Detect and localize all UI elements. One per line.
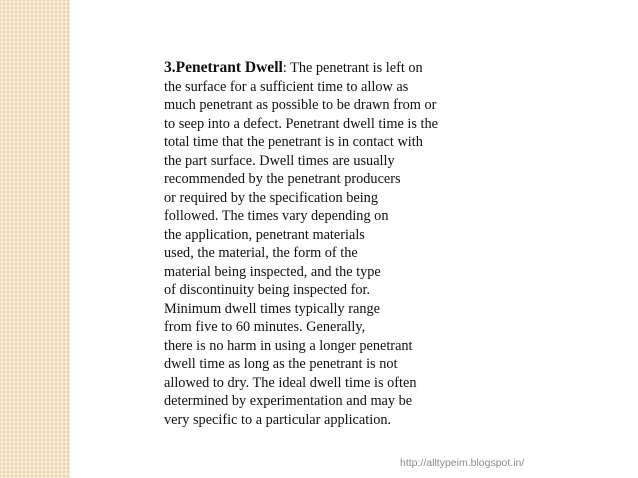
text-line-4: total time that the penetrant is in contact with [164,134,423,150]
text-line-8: followed. The times vary depending on [164,208,389,224]
text-line-7: or required by the specification being [164,189,378,206]
text-line-11: material being inspected, and the type [164,263,381,280]
text-line-5: the part surface. Dwell times are usually [164,152,395,169]
text-line-14: from five to 60 minutes. Generally, [164,319,366,335]
text-line-13: Minimum dwell times typically range [164,300,381,317]
text-line-3: to seep into a defect. Penetrant dwell time is the [164,115,438,132]
footer-blog-link[interactable]: http://alltypeim.blogspot.in/ [400,457,525,469]
text-line-15: there is no harm in using a longer penetrant [164,337,413,354]
text-line-9: the application, penetrant materials [164,226,365,243]
text-line-18: determined by experimentation and may be [164,393,413,409]
slide-body-text [164,59,504,429]
text-line-1: the surface for a sufficient time to allow as [164,78,409,95]
text-line-6: recommended by the penetrant producers [164,171,401,187]
text-line-12: of discontinuity being inspected for. [164,282,371,298]
text-line-17: allowed to dry. The ideal dwell time is often [164,374,417,391]
text-line-10: used, the material, the form of the [164,245,358,261]
decorative-side-strip [0,0,70,478]
section-heading: 3.Penetrant Dwell [164,59,283,76]
text-line-2: much penetrant as possible to be drawn from or [164,97,437,113]
text-line-16: dwell time as long as the penetrant is not [164,356,398,372]
heading-continuation: : The penetrant is left on [282,60,423,76]
heading-line [164,59,504,78]
text-line-19: very specific to a particular application. [164,411,392,428]
